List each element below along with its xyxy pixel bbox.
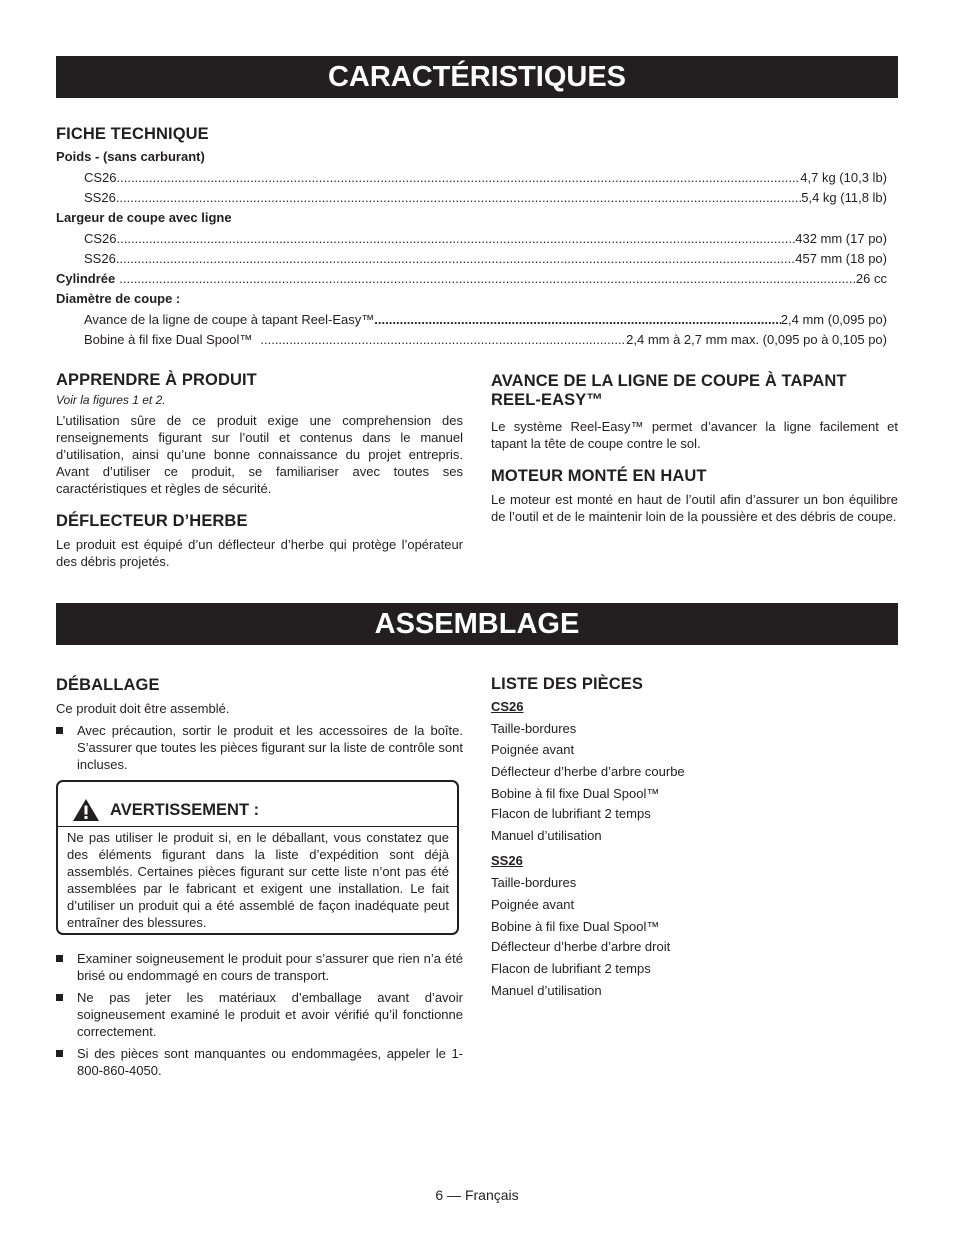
deballage-intro: Ce produit doit être assemblé. — [56, 701, 230, 716]
warning-triangle-icon — [72, 798, 100, 822]
spec-label: SS26 — [84, 251, 116, 266]
spec-value: 5,4 kg (11,8 lb) — [801, 190, 887, 205]
apprendre-subtitle: Voir la figures 1 et 2. — [56, 393, 166, 407]
list-item: Déflecteur d’herbe d’arbre courbe — [491, 764, 685, 779]
list-item: Bobine à fil fixe Dual Spool™ — [491, 786, 660, 801]
spec-value: 457 mm (18 po) — [795, 251, 887, 266]
list-item: Flacon de lubrifiant 2 temps — [491, 806, 651, 821]
list-item: Ne pas jeter les matériaux d’emballage avant d’avoir soigneusement examiné le produit et avoir vérifié qu’il fonctionne correctement. — [56, 989, 463, 1040]
pieces-ss26-label: SS26 — [491, 853, 523, 868]
warning-body: Ne pas utiliser le produit si, en le déballant, vous constatez que des éléments figurant dans la liste d’expédition sont déjà assemblés. Certaines pièces figurant sur cette liste n’ont pas été assemblées par le fabricant et exigent une installation. Le fait d’utiliser un produit qui a été assemblé de façon inadéquate peut entraîner des blessures. — [67, 830, 449, 930]
spec-row-largeur-ss26 — [84, 250, 887, 267]
spec-row-cylindree — [56, 270, 887, 287]
spec-value: 26 cc — [855, 271, 887, 286]
avance-body: Le système Reel-Easy™ permet d’avancer la ligne facilement et tapant la tête de coupe contre le sol. — [491, 419, 898, 451]
deballage-heading: DÉBALLAGE — [56, 676, 160, 694]
list-item: Si des pièces sont manquantes ou endommagées, appeler le 1-800-860-4050. — [56, 1045, 463, 1079]
page-footer: 6 — Français — [435, 1187, 519, 1203]
spec-label: Avance de la ligne de coupe à tapant Reel-Easy™ — [84, 312, 375, 327]
warning-title: AVERTISSEMENT : — [110, 800, 260, 819]
spec-label: Cylindrée — [56, 271, 116, 286]
spec-row-poids-ss26 — [84, 189, 887, 206]
spec-value: 432 mm (17 po) — [795, 231, 887, 246]
list-item: Avec précaution, sortir le produit et les accessoires de la boîte. S’assurer que toutes les pièces figurant sur la liste de contrôle sont incluses. — [56, 722, 463, 773]
list-item: Poignée avant — [491, 897, 575, 912]
list-item: Bobine à fil fixe Dual Spool™ — [491, 919, 660, 934]
largeur-label: Largeur de coupe avec ligne — [56, 210, 232, 225]
fiche-technique-heading: FICHE TECHNIQUE — [56, 125, 209, 143]
pieces-heading: LISTE DES PIÈCES — [491, 675, 643, 693]
spec-row-largeur-cs26 — [84, 230, 887, 247]
list-item: Taille-bordures — [491, 875, 577, 890]
spec-value: 2,4 mm (0,095 po) — [780, 312, 887, 327]
spec-value: 4,7 kg (10,3 lb) — [800, 170, 887, 185]
spec-label: Bobine à fil fixe Dual Spool™ — [84, 332, 253, 347]
list-item: Déflecteur d’herbe d’arbre droit — [491, 939, 671, 954]
list-item: Taille-bordures — [491, 721, 577, 736]
list-item: Poignée avant — [491, 742, 575, 757]
apprendre-heading: APPRENDRE À PRODUIT — [56, 371, 257, 389]
spec-label: CS26 — [84, 170, 117, 185]
section-banner-caracteristiques: CARACTÉRISTIQUES — [56, 56, 898, 98]
list-item: Flacon de lubrifiant 2 temps — [491, 961, 651, 976]
moteur-heading: MOTEUR MONTÉ EN HAUT — [491, 467, 707, 485]
apprendre-body: L’utilisation sûre de ce produit exige une comprehension des renseignements figurant sur l’outil et contenus dans le manuel d’utilisation, ainsi qu’une bonne connaissance du projet entrepris. Avant d’utiliser ce produit, se familiariser avec toutes ses caractéristiques et règles de sécurité. — [56, 413, 463, 496]
bullet-square-icon — [56, 955, 63, 962]
deflecteur-body: Le produit est équipé d’un déflecteur d’herbe qui protège l’opérateur des débris projetés. — [56, 537, 463, 569]
spec-value: 2,4 mm à 2,7 mm max. (0,095 po à 0,105 po) — [626, 332, 887, 347]
section-banner-assemblage: ASSEMBLAGE — [56, 603, 898, 645]
warning-box — [56, 780, 459, 935]
avance-heading: AVANCE DE LA LIGNE DE COUPE À TAPANT REEL-EASY™ — [491, 372, 847, 409]
spec-row-bobine — [84, 331, 887, 348]
bullet-square-icon — [56, 727, 63, 734]
spec-row-avance — [84, 311, 887, 328]
spec-row-poids-cs26 — [84, 169, 887, 186]
pieces-cs26-label: CS26 — [491, 699, 524, 714]
poids-label: Poids - (sans carburant) — [56, 149, 205, 164]
spec-label: SS26 — [84, 190, 116, 205]
spec-label: CS26 — [84, 231, 117, 246]
list-item: Manuel d’utilisation — [491, 828, 602, 843]
diametre-label: Diamètre de coupe : — [56, 291, 181, 306]
warning-divider — [58, 826, 457, 827]
list-item: Examiner soigneusement le produit pour s’assurer que rien n’a été brisé ou endommagé en cours de transport. — [56, 950, 463, 984]
bullet-square-icon — [56, 994, 63, 1001]
bullet-square-icon — [56, 1050, 63, 1057]
deflecteur-heading: DÉFLECTEUR D’HERBE — [56, 512, 248, 530]
moteur-body: Le moteur est monté en haut de l’outil afin d’assurer un bon équilibre de l’outil et de le maintenir loin de la poussière et des débris de coupe. — [491, 492, 898, 524]
list-item: Manuel d’utilisation — [491, 983, 602, 998]
